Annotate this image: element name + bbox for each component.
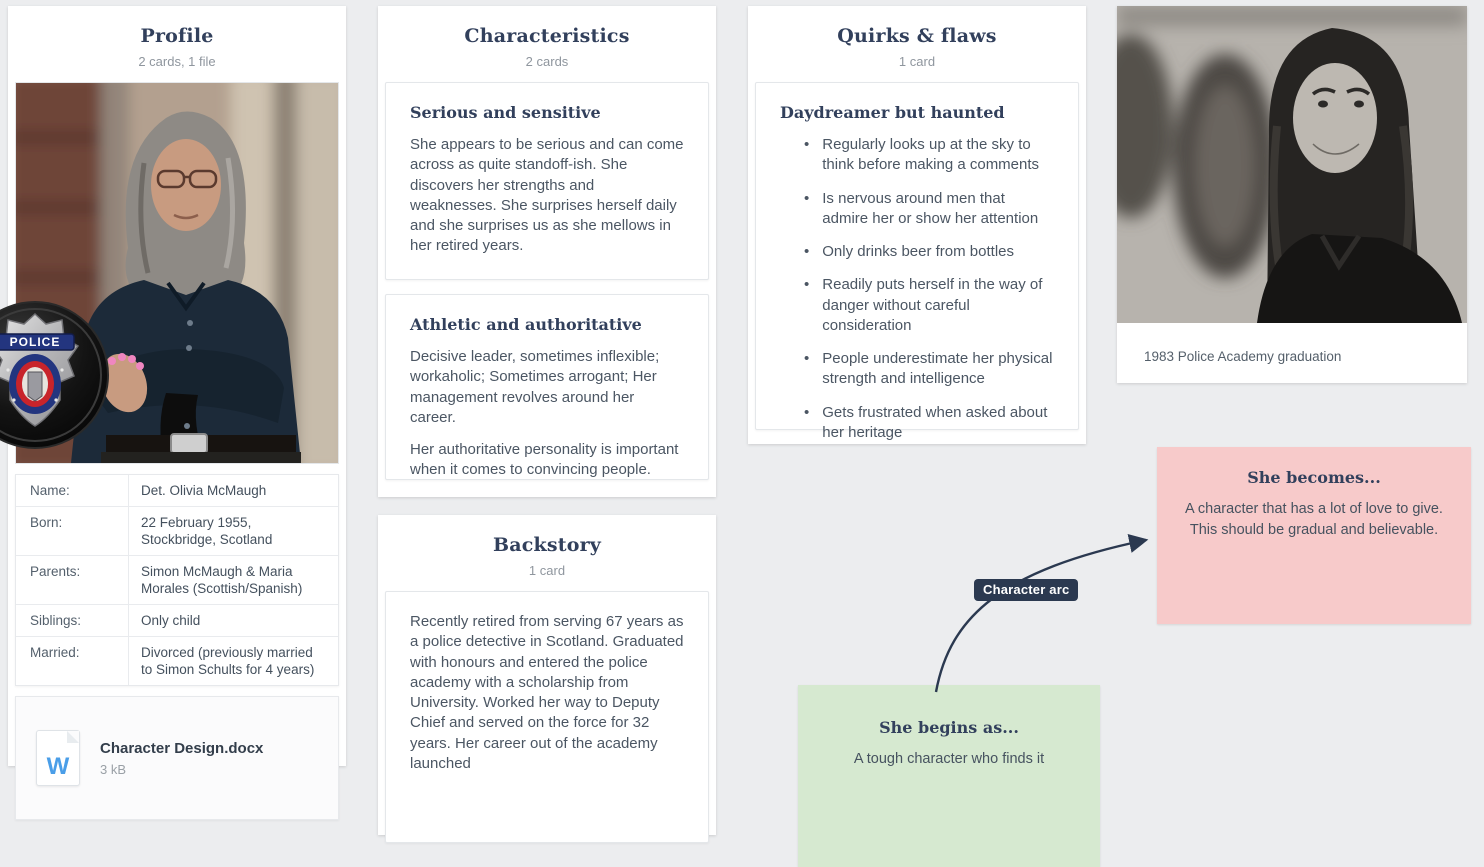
column-backstory-count: 1 card bbox=[528, 563, 566, 578]
card-title: Serious and sensitive bbox=[410, 103, 601, 122]
column-characteristics[interactable] bbox=[378, 6, 716, 497]
row-label: Siblings: bbox=[16, 605, 129, 636]
card-athletic-and-authoritative[interactable] bbox=[385, 294, 709, 480]
card-text: Recently retired from serving 67 years as a police detective in Scotland. Graduated with honours and entered the police academy with a scholarship from University. Worked her way to Deputy Chief and served on the force for 32 years. Her career out of the academy launched bbox=[410, 613, 684, 772]
card-text: Her authoritative personality is important when it comes to convincing people. bbox=[410, 441, 679, 479]
row-label: Married: bbox=[16, 637, 129, 685]
word-letter: W bbox=[46, 753, 70, 780]
note-title: She becomes... bbox=[1247, 468, 1381, 487]
bullet-dot: • bbox=[804, 276, 810, 294]
police-badge-image[interactable] bbox=[0, 300, 110, 450]
bullet-dot: • bbox=[804, 350, 810, 367]
bullet-text: Regularly looks up at the sky to think before making a comments bbox=[822, 136, 1040, 174]
card-serious-and-sensitive[interactable] bbox=[385, 82, 709, 280]
note-body: A tough character who finds it bbox=[853, 751, 1045, 767]
row-label: Born: bbox=[16, 507, 129, 555]
bullet-dot: • bbox=[804, 189, 810, 207]
row-label: Name: bbox=[16, 475, 129, 506]
column-backstory[interactable] bbox=[378, 515, 716, 835]
column-quirks-header bbox=[748, 6, 1086, 82]
column-profile-title: Profile bbox=[140, 25, 214, 47]
bullet-text: Is nervous around men that admire her or show her attention bbox=[822, 189, 1039, 227]
graduation-photo-card[interactable] bbox=[1117, 6, 1467, 383]
card-text: She appears to be serious and can come across as quite standoff-ish. She discovers her strengths and weaknesses. She surprises herself daily and she surprises us as she mellows in her retired years. bbox=[410, 136, 684, 255]
card-title: Daydreamer but haunted bbox=[780, 103, 1005, 122]
bullet-item bbox=[780, 135, 1054, 176]
page-fold bbox=[67, 731, 79, 743]
column-characteristics-title: Characteristics bbox=[464, 25, 630, 47]
table-row bbox=[16, 475, 338, 506]
row-value: Only child bbox=[141, 613, 201, 628]
graduation-photo bbox=[1117, 6, 1467, 323]
row-value: Divorced (previously married to Simon Schults for 4 years) bbox=[141, 645, 315, 677]
column-quirks-flaws[interactable] bbox=[748, 6, 1086, 444]
note-title: She begins as... bbox=[879, 718, 1019, 737]
bullet-item bbox=[780, 189, 1054, 230]
photo-caption: 1983 Police Academy graduation bbox=[1144, 349, 1342, 364]
bullet-dot: • bbox=[804, 136, 810, 153]
column-profile-header bbox=[8, 6, 346, 82]
bullet-text: Only drinks beer from bottles bbox=[822, 243, 1015, 260]
profile-details-table[interactable] bbox=[15, 474, 339, 686]
file-name: Character Design.docx bbox=[100, 739, 264, 757]
column-backstory-title: Backstory bbox=[492, 534, 602, 556]
note-she-becomes[interactable] bbox=[1157, 447, 1471, 624]
column-quirks-count: 1 card bbox=[898, 54, 936, 69]
row-value: Det. Olivia McMaugh bbox=[141, 483, 267, 498]
bullet-item bbox=[780, 275, 1054, 336]
bullet-dot: • bbox=[804, 403, 810, 421]
row-label: Parents: bbox=[16, 556, 129, 604]
column-backstory-header bbox=[378, 515, 716, 591]
connector-label[interactable]: Character arc bbox=[974, 579, 1078, 601]
card-text: Decisive leader, sometimes inflexible; workaholic; Sometimes arrogant; Her management revolves around her career. bbox=[410, 348, 660, 426]
table-row bbox=[16, 604, 338, 636]
bullet-text: People underestimate her physical strength and intelligence bbox=[822, 350, 1053, 388]
bullet-text: Readily puts herself in the way of danger without careful consideration bbox=[822, 276, 1043, 334]
table-row bbox=[16, 506, 338, 555]
row-value: 22 February 1955, Stockbridge, Scotland bbox=[141, 515, 273, 547]
bullet-item bbox=[780, 403, 1054, 444]
card-title: Athletic and authoritative bbox=[410, 315, 642, 334]
card-backstory[interactable] bbox=[385, 591, 709, 843]
word-document-icon bbox=[36, 730, 80, 786]
note-body: A character that has a lot of love to give. This should be gradual and believable. bbox=[1185, 501, 1443, 539]
column-characteristics-count: 2 cards bbox=[525, 54, 569, 69]
file-card[interactable] bbox=[15, 696, 339, 820]
bullet-item bbox=[780, 242, 1054, 262]
table-row bbox=[16, 636, 338, 685]
column-quirks-title: Quirks & flaws bbox=[837, 25, 997, 47]
bullet-text: Gets frustrated when asked about her heritage bbox=[822, 403, 1048, 441]
bullet-item bbox=[780, 349, 1054, 390]
badge-text: POLICE bbox=[9, 335, 61, 349]
table-row bbox=[16, 555, 338, 604]
note-she-begins-as[interactable] bbox=[798, 685, 1100, 867]
card-daydreamer-but-haunted[interactable] bbox=[755, 82, 1079, 441]
bullet-dot: • bbox=[804, 243, 810, 260]
row-value: Simon McMaugh & Maria Morales (Scottish/Spanish) bbox=[141, 564, 303, 596]
column-profile-count: 2 cards, 1 file bbox=[138, 54, 216, 69]
connector-line[interactable] bbox=[936, 540, 1146, 692]
column-characteristics-header bbox=[378, 6, 716, 82]
file-size: 3 kB bbox=[100, 761, 127, 777]
